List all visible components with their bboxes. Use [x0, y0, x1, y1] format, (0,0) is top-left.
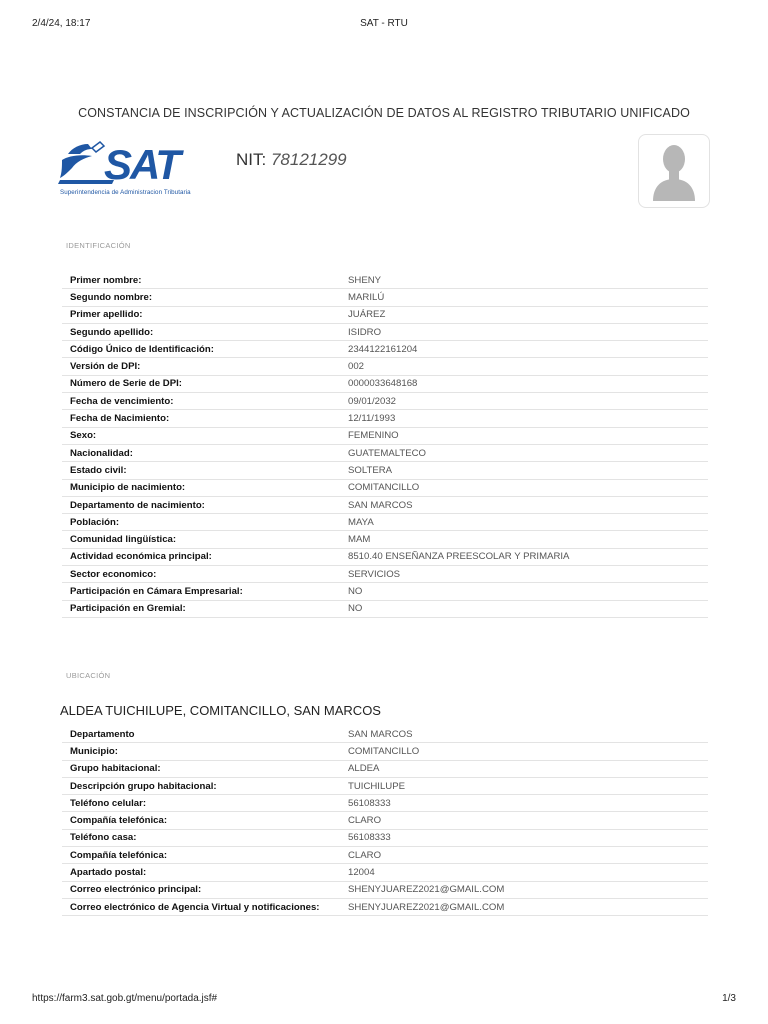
field-label: Segundo apellido: — [70, 326, 154, 338]
table-row — [62, 743, 708, 760]
field-label: Número de Serie de DPI: — [70, 378, 182, 390]
address-title: ALDEA TUICHILUPE, COMITANCILLO, SAN MARCOS — [60, 703, 381, 718]
table-row — [62, 778, 708, 795]
field-label: Correo electrónico de Agencia Virtual y notificaciones: — [70, 901, 320, 913]
field-value: 56108333 — [348, 797, 391, 809]
field-label: Primer apellido: — [70, 309, 143, 321]
field-label: Correo electrónico principal: — [70, 884, 202, 896]
nit-block — [236, 150, 347, 170]
identificacion-table — [62, 272, 708, 618]
table-row — [62, 601, 708, 618]
print-page-title: SAT - RTU — [360, 18, 408, 29]
field-label: Grupo habitacional: — [70, 763, 161, 775]
field-value: 8510.40 ENSEÑANZA PREESCOLAR Y PRIMARIA — [348, 551, 570, 563]
table-row — [62, 428, 708, 445]
field-value: NO — [348, 585, 363, 597]
field-label: Teléfono casa: — [70, 832, 137, 844]
field-value: FEMENINO — [348, 430, 399, 442]
table-row — [62, 899, 708, 916]
table-row — [62, 480, 708, 497]
field-label: Participación en Gremial: — [70, 603, 186, 615]
field-value: MAYA — [348, 516, 374, 528]
table-row — [62, 462, 708, 479]
table-row — [62, 445, 708, 462]
table-row — [62, 514, 708, 531]
print-datetime: 2/4/24, 18:17 — [32, 18, 91, 29]
table-row — [62, 531, 708, 548]
field-label: Estado civil: — [70, 464, 127, 476]
section-label-ubicacion: UBICACIÓN — [66, 671, 111, 680]
sat-logo — [58, 138, 238, 202]
field-value: MARILÚ — [348, 291, 385, 303]
field-value: SHENY — [348, 274, 382, 286]
table-row — [62, 882, 708, 899]
field-value: COMITANCILLO — [348, 482, 420, 494]
table-row — [62, 830, 708, 847]
field-label: Sector economico: — [70, 568, 157, 580]
nit-label: NIT: — [236, 150, 267, 169]
field-label: Departamento — [70, 728, 135, 740]
field-label: Comunidad lingüística: — [70, 534, 177, 546]
field-value: ALDEA — [348, 763, 380, 775]
field-value: SERVICIOS — [348, 568, 401, 580]
avatar — [638, 134, 710, 208]
field-label: Primer nombre: — [70, 274, 142, 286]
table-row — [62, 410, 708, 427]
print-url: https://farm3.sat.gob.gt/menu/portada.jsf# — [32, 993, 218, 1004]
field-value: COMITANCILLO — [348, 745, 420, 757]
field-value: SAN MARCOS — [348, 728, 413, 740]
field-label: Compañía telefónica: — [70, 815, 168, 827]
field-value: JUÁREZ — [348, 309, 386, 321]
field-value: SOLTERA — [348, 464, 393, 476]
field-value: 09/01/2032 — [348, 395, 397, 407]
table-row — [62, 307, 708, 324]
logo-text: SAT — [104, 141, 179, 188]
section-label-identificacion: IDENTIFICACIÓN — [66, 241, 131, 250]
table-row — [62, 795, 708, 812]
logo-subtitle: Superintendencia de Administracion Tributaria — [60, 189, 191, 196]
field-value: SAN MARCOS — [348, 499, 413, 511]
table-row — [62, 497, 708, 514]
table-row — [62, 272, 708, 289]
table-row — [62, 358, 708, 375]
field-value: 56108333 — [348, 832, 391, 844]
field-label: Municipio de nacimiento: — [70, 482, 186, 494]
field-label: Código Único de Identificación: — [70, 343, 214, 355]
table-row — [62, 566, 708, 583]
field-label: Teléfono celular: — [70, 797, 147, 809]
field-label: Actividad económica principal: — [70, 551, 212, 563]
field-value: TUICHILUPE — [348, 780, 406, 792]
field-value: NO — [348, 603, 363, 615]
table-row — [62, 549, 708, 566]
field-value: 12/11/1993 — [348, 413, 396, 425]
field-label: Departamento de nacimiento: — [70, 499, 205, 511]
field-label: Municipio: — [70, 745, 118, 757]
table-row — [62, 289, 708, 306]
field-value: CLARO — [348, 815, 382, 827]
field-label: Apartado postal: — [70, 867, 147, 879]
field-value: MAM — [348, 534, 371, 546]
field-value: 2344122161204 — [348, 343, 418, 355]
field-value: 002 — [348, 361, 365, 373]
field-label: Compañía telefónica: — [70, 849, 168, 861]
ubicacion-table — [62, 726, 708, 916]
field-label: Nacionalidad: — [70, 447, 133, 459]
field-value: GUATEMALTECO — [348, 447, 426, 459]
table-row — [62, 812, 708, 829]
field-value: ISIDRO — [348, 326, 382, 338]
field-value: 0000033648168 — [348, 378, 418, 390]
field-label: Sexo: — [70, 430, 97, 442]
field-label: Fecha de vencimiento: — [70, 395, 174, 407]
field-label: Fecha de Nacimiento: — [70, 413, 170, 425]
table-row — [62, 393, 708, 410]
field-label: Descripción grupo habitacional: — [70, 780, 217, 792]
table-row — [62, 761, 708, 778]
table-row — [62, 341, 708, 358]
field-value: SHENYJUAREZ2021@GMAIL.COM — [348, 884, 505, 896]
table-row — [62, 864, 708, 881]
document-title: CONSTANCIA DE INSCRIPCIÓN Y ACTUALIZACIÓN DE DATOS AL REGISTRO TRIBUTARIO UNIFICADO — [78, 106, 690, 120]
field-label: Participación en Cámara Empresarial: — [70, 585, 243, 597]
table-row — [62, 376, 708, 393]
person-silhouette-icon — [639, 135, 709, 207]
field-value: 12004 — [348, 867, 375, 879]
field-label: Población: — [70, 516, 120, 528]
field-value: SHENYJUAREZ2021@GMAIL.COM — [348, 901, 505, 913]
nit-value: 78121299 — [270, 150, 347, 169]
print-page-number: 1/3 — [722, 993, 736, 1004]
field-label: Versión de DPI: — [70, 361, 141, 373]
field-label: Segundo nombre: — [70, 291, 153, 303]
table-row — [62, 726, 708, 743]
table-row — [62, 847, 708, 864]
field-value: CLARO — [348, 849, 382, 861]
sat-logo-icon — [58, 138, 238, 190]
table-row — [62, 324, 708, 341]
table-row — [62, 583, 708, 600]
